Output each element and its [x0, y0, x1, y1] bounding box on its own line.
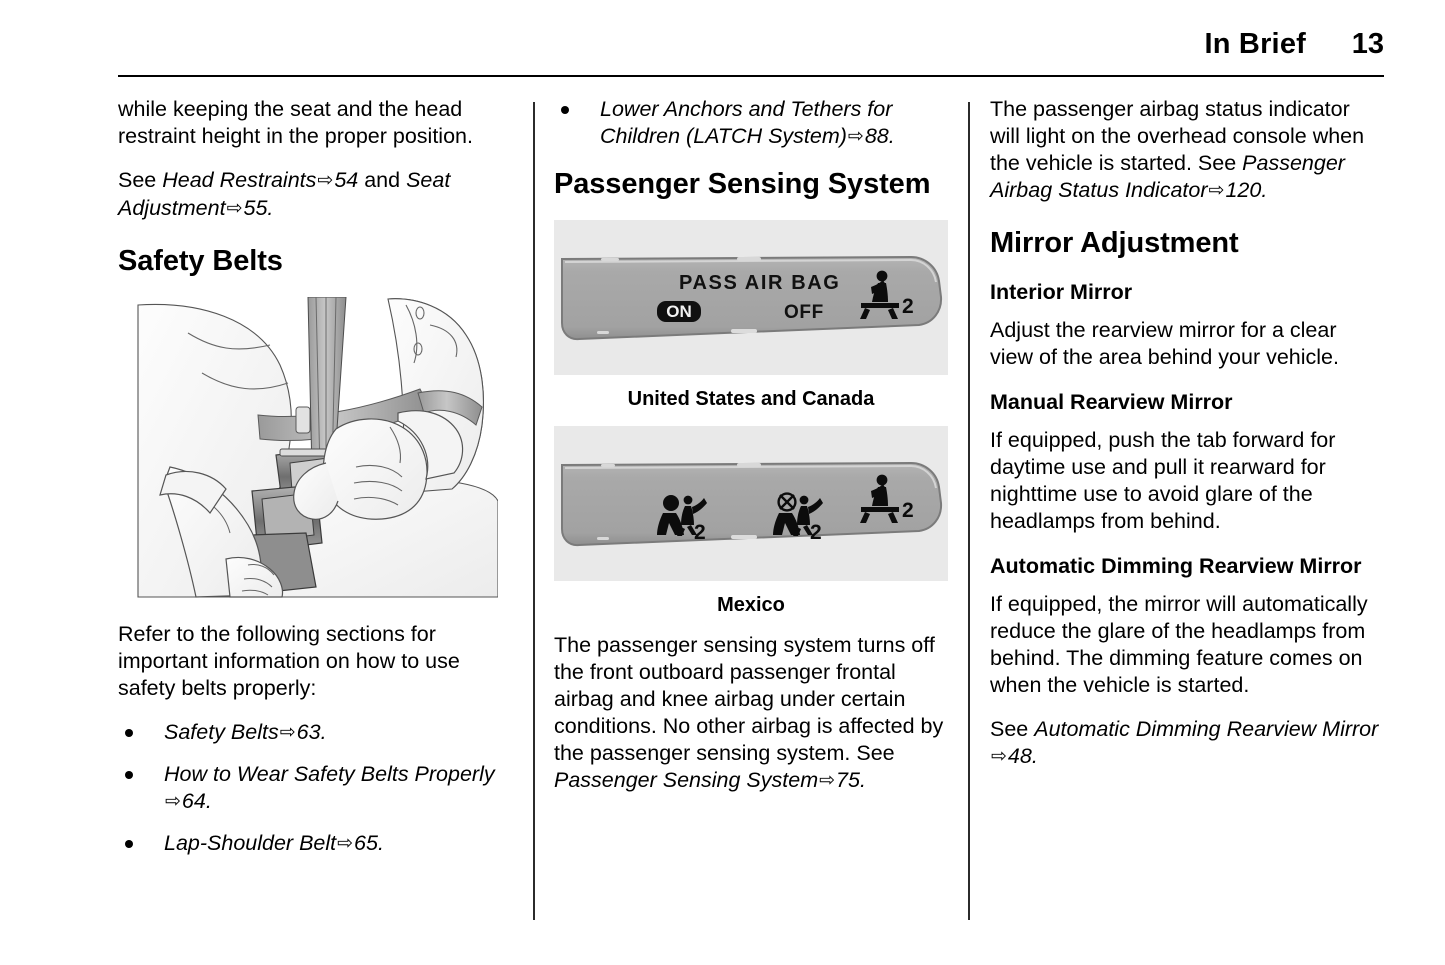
pass-air-bag-label: PASS AIR BAG: [679, 272, 841, 294]
bullet-title: Lap-Shoulder Belt: [164, 831, 337, 855]
paragraph-refer-sections: Refer to the following sections for important information on how to use safety belts properly:: [118, 622, 460, 700]
ref-period: .: [1031, 744, 1038, 768]
paragraph-manual-rearview-mirror: If equipped, push the tab forward for daytime use and pull it rearward for nighttime use to avoid glare of the headlamps from behind.: [990, 428, 1336, 533]
paragraph-automatic-dimming: If equipped, the mirror will automatically reduce the glare of the headlamps from behind. The dimming feature comes on when the vehicle is started.: [990, 592, 1368, 697]
figure-safety-belt-illustration: [130, 297, 498, 599]
icon-subscript: 2: [810, 521, 822, 544]
bullet-page: 88: [864, 124, 889, 148]
page-ref-arrow-icon: ⇨: [847, 126, 864, 147]
bullet-title: Lower Anchors and Tethers for Children (LATCH System): [600, 97, 893, 148]
bullet-title: Safety Belts: [164, 720, 279, 744]
paragraph-continued: while keeping the seat and the head restraint height in the proper position.: [118, 97, 473, 148]
page-ref-arrow-icon: ⇨: [279, 722, 296, 743]
latch-reference-list: [554, 96, 948, 151]
bullet-page: 64: [181, 789, 206, 813]
ref-seat-adjustment-title: Seat Adjustment: [118, 168, 451, 220]
ref-auto-dimming-page: 48: [1007, 744, 1032, 768]
bullet-period: .: [888, 124, 895, 148]
bullet-period: .: [205, 789, 212, 813]
section-title-safety-belts: Safety Belts: [118, 245, 283, 277]
ref-airbag-status-title: Passenger Airbag Status Indicator: [990, 151, 1345, 202]
subsection-automatic-dimming-rearview-mirror: Automatic Dimming Rearview Mirror: [990, 554, 1362, 578]
paragraph-passenger-sensing-description: [554, 632, 948, 795]
paragraph-see-automatic-dimming: [990, 716, 1384, 771]
ref-period: .: [859, 768, 866, 792]
subsection-manual-rearview-mirror: Manual Rearview Mirror: [990, 390, 1233, 414]
caption-mexico: Mexico: [717, 594, 785, 616]
page-title: In Brief: [1204, 28, 1306, 60]
paragraph-text: The passenger sensing system turns off the front outboard passenger frontal airbag and knee airbag under certain conditions. No other airbag is affected by the passenger sensing system. See: [554, 633, 944, 765]
ref-head-restraints-title: Head Restraints: [162, 168, 317, 192]
paragraph-airbag-status-indicator: [990, 96, 1384, 205]
ref-airbag-status-page: 120: [1225, 178, 1262, 202]
paragraph-see-head-restraints: [118, 167, 512, 223]
console-panel-svg: [559, 253, 943, 343]
ref-period: .: [1261, 178, 1268, 202]
page-ref-arrow-icon: ⇨: [337, 833, 354, 854]
list-item: [118, 719, 512, 747]
see-lead: See: [118, 168, 163, 192]
page-ref-arrow-icon: ⇨: [317, 170, 334, 191]
figure-us-canada-indicator: [554, 220, 948, 375]
figure-mexico-indicator: [554, 426, 948, 581]
page-number: 13: [1351, 28, 1384, 60]
subsection-interior-mirror: Interior Mirror: [990, 280, 1133, 304]
overhead-console-panel-us: [559, 253, 943, 343]
ref-passenger-sensing-page: 75: [836, 768, 860, 792]
icon-subscript: 2: [902, 499, 914, 522]
safety-belt-drawing: [130, 297, 498, 599]
page-columns: [0, 96, 1445, 936]
page-ref-arrow-icon: ⇨: [819, 770, 836, 791]
paragraph-text: The passenger airbag status indicator will light on the overhead console when the vehicle is started. See: [990, 97, 1365, 175]
column-2: [554, 96, 948, 812]
icon-subscript: 2: [694, 521, 706, 544]
bullet-page: 65: [354, 831, 378, 855]
bullet-title: How to Wear Safety Belts Properly: [164, 762, 495, 786]
ref-head-restraints-page: 54: [334, 168, 359, 192]
page-ref-arrow-icon: ⇨: [991, 746, 1007, 767]
on-state-label: ON: [666, 302, 692, 321]
list-item: [118, 761, 512, 816]
header-rule: [118, 75, 1384, 77]
column-divider-2: [968, 102, 970, 920]
safety-belt-reference-list: [118, 719, 512, 858]
paragraph-interior-mirror: Adjust the rearview mirror for a clear view of the area behind your vehicle.: [990, 318, 1339, 369]
column-3: [990, 96, 1384, 788]
column-divider-1: [533, 102, 535, 920]
page-ref-arrow-icon: ⇨: [1208, 180, 1225, 201]
section-title-mirror-adjustment: Mirror Adjustment: [990, 227, 1239, 259]
list-item: [554, 96, 948, 151]
console-panel-svg-mx: [559, 459, 943, 549]
ref-auto-dimming-title: Automatic Dimming Rearview Mirror: [1034, 717, 1379, 741]
column-1: [118, 96, 512, 872]
header-inner: [118, 28, 1384, 72]
see-conjunction: and: [358, 168, 407, 192]
ref-seat-adjustment-page: 55: [243, 196, 268, 220]
bullet-period: .: [377, 831, 384, 855]
ref-passenger-sensing-title: Passenger Sensing System: [554, 768, 819, 792]
overhead-console-panel-mx: [559, 459, 943, 549]
off-state-label: OFF: [784, 302, 824, 323]
bullet-page: 63: [296, 720, 321, 744]
bullet-period: .: [320, 720, 327, 744]
page-ref-arrow-icon: ⇨: [226, 198, 243, 219]
see-period: .: [267, 196, 274, 220]
caption-united-states-and-canada: United States and Canada: [627, 388, 875, 410]
page-header: [118, 28, 1384, 78]
page-ref-arrow-icon: ⇨: [165, 791, 181, 812]
section-title-passenger-sensing-system: Passenger Sensing System: [554, 168, 931, 200]
icon-subscript: 2: [902, 295, 914, 318]
list-item: [118, 830, 512, 858]
see-lead: See: [990, 717, 1035, 741]
